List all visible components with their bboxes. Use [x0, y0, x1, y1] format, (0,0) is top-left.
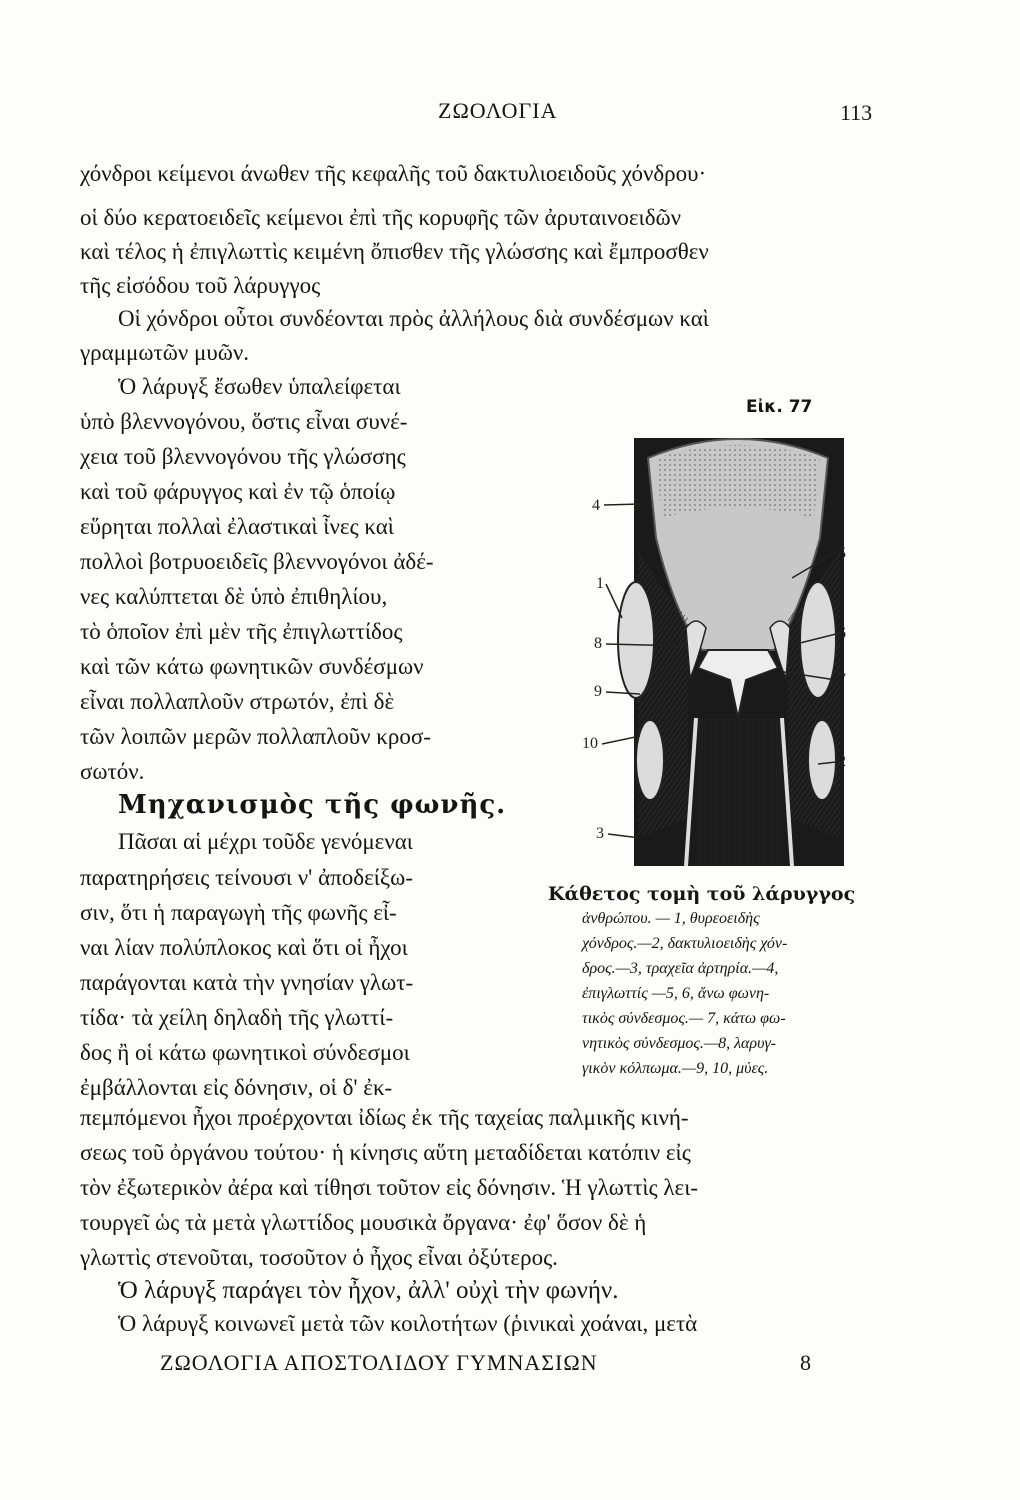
text-line: ναι λίαν πολύπλοκος καὶ ὅτι οἱ ἦχοι	[80, 935, 408, 960]
text-line: καὶ τοῦ φάρυγγος καὶ ἐν τῷ ὁποίῳ	[80, 479, 396, 504]
trachea	[696, 718, 782, 866]
figure-caption-line: γικὸν κόλπωμα.—9, 10, μύες.	[582, 1060, 769, 1077]
figure-number: 8	[594, 635, 602, 652]
text-line: ὑπὸ βλεννογόνου, ὅστις εἶναι συνέ-	[80, 409, 408, 434]
figure-number: 2	[838, 753, 846, 770]
figure-number: 9	[594, 683, 602, 700]
text-line: τίδα· τὰ χείλη δηλαδὴ τῆς γλωττί-	[80, 1005, 394, 1030]
cartilage-right	[800, 582, 836, 698]
text-line: Οἱ χόνδροι οὗτοι συνδέονται πρὸς ἀλλήλους διὰ συνδέσμων καὶ	[118, 306, 709, 331]
text-line: παρατηρήσεις τείνουσι ν' ἀποδείξω-	[80, 865, 413, 890]
page-footer: ΖΩΟΛΟΓΙΑ ΑΠΟΣΤΟΛΙΔΟΥ ΓΥΜΝΑΣΙΩΝ	[160, 1350, 598, 1375]
text-line: γλωττὶς στενοῦται, τοσοῦτον ὁ ἦχος εἶναι ὀξύτερος.	[80, 1245, 558, 1270]
text-line: τουργεῖ ὡς τὰ μετὰ γλωττίδος μουσικὰ ὄργανα· ἐφ' ὅσον δὲ ἡ	[80, 1210, 647, 1235]
text-line: σωτόν.	[80, 759, 145, 784]
text-line: Ὁ λάρυγξ παράγει τὸν ἦχον, ἀλλ' οὐχὶ τὴν φωνήν.	[118, 1277, 619, 1304]
figure-caption-line: χόνδρος.—2, δακτυλιοειδὴς χόν-	[582, 935, 788, 952]
figure-caption-line: τικὸς σύνδεσμος.— 7, κάτω φω-	[582, 1010, 786, 1027]
text-line: καὶ τέλος ἡ ἐπιγλωττὶς κειμένη ὄπισθεν τῆς γλώσσης καὶ ἔμπροσθεν	[80, 239, 709, 264]
text-line: Ὁ λάρυγξ κοινωνεῖ μετὰ τῶν κοιλοτήτων (ῥινικαὶ χοάναι, μετὰ	[118, 1311, 698, 1336]
text-line: χόνδροι κείμενοι άνωθεν τῆς κεφαλῆς τοῦ δακτυλιοειδοῦς χόνδρου·	[80, 161, 707, 186]
text-line: ἐμβάλλονται εἰς δόνησιν, οἱ δ' ἐκ-	[80, 1075, 393, 1100]
text-line: γραμμωτῶν μυῶν.	[80, 340, 250, 365]
cartilage-left	[618, 582, 654, 698]
figure-caption-line: ἀνθρώπου. — 1, θυρεοειδὴς	[582, 910, 760, 927]
figure-number: 4	[592, 497, 600, 514]
text-line: Πᾶσαι αἱ μέχρι τοῦδε γενόμεναι	[118, 829, 413, 854]
figure-caption-title: Κάθετος τομὴ τοῦ λάρυγγος	[548, 883, 856, 905]
muscle-right	[808, 720, 836, 800]
text-line: εὕρηται πολλαὶ ἐλαστικαὶ ἶνες καὶ	[80, 514, 394, 539]
figure-number: 10	[582, 735, 598, 752]
figure-number: 6	[838, 625, 846, 642]
text-line: σεως τοῦ ὀργάνου τούτου· ἡ κίνησις αὕτη μεταδίδεται κατόπιν εἰς	[80, 1140, 691, 1165]
text-line: τὸν ἐξωτερικὸν ἀέρα καὶ τίθησι τοῦτον εἰς δόνησιν. Ἡ γλωττὶς λει-	[80, 1175, 699, 1200]
text-line: νες καλύπτεται δὲ ὑπὸ ἐπιθηλίου,	[80, 584, 388, 609]
text-line: εἶναι πολλαπλοῦν στρωτόν, ἐπὶ δὲ	[80, 689, 395, 714]
figure-caption-line: νητικὸς σύνδεσμος.—8, λαρυγ-	[582, 1035, 777, 1052]
text-line: τὸ ὁποῖον ἐπὶ μὲν τῆς ἐπιγλωττίδος	[80, 619, 403, 644]
section-heading: Μηχανισμὸς τῆς φωνῆς.	[118, 790, 507, 820]
larynx-figure	[578, 418, 868, 878]
figure-number: 1	[596, 575, 604, 592]
text-line: πεμπόμενοι ἦχοι προέρχονται ἰδίως ἐκ τῆς ταχείας παλμικῆς κινή-	[80, 1105, 689, 1130]
page-number: 113	[840, 100, 873, 125]
text-line: παράγονται κατὰ τὴν γνησίαν γλωτ-	[80, 970, 414, 995]
text-line: τῶν λοιπῶν μερῶν πολλαπλοῦν κροσ-	[80, 724, 431, 749]
muscle-left	[636, 720, 664, 800]
figure-number: 3	[596, 825, 604, 842]
signature-mark: 8	[800, 1350, 811, 1375]
text-line: Ὁ λάρυγξ ἔσωθεν ὑπαλείφεται	[118, 374, 401, 399]
figure-caption-line: ἐπιγλωττίς —5, 6, ἄνω φωνη-	[582, 985, 770, 1002]
text-line: πολλοὶ βοτρυοειδεῖς βλεννογόνοι ἀδέ-	[80, 549, 434, 574]
text-line: οἱ δύο κερατοειδεῖς κείμενοι ἐπὶ τῆς κορυφῆς τῶν ἀρυταινοειδῶν	[80, 205, 682, 230]
figure-caption-line: δρος.—3, τραχεῖα ἀρτηρία.—4,	[582, 960, 779, 977]
text-line: τῆς εἰσόδου τοῦ λάρυγγος	[80, 273, 321, 298]
figure-number: 5	[838, 545, 846, 562]
figure-number: 7	[838, 671, 846, 688]
text-line: σιν, ὅτι ἡ παραγωγὴ τῆς φωνῆς εἶ-	[80, 900, 397, 925]
text-line: δος ἢ οἱ κάτω φωνητικοὶ σύνδεσμοι	[80, 1040, 410, 1065]
running-head: ΖΩΟΛΟΓΙΑ	[438, 98, 558, 123]
figure-label: Εἰκ. 77	[746, 397, 813, 417]
text-line: χεια τοῦ βλεννογόνου τῆς γλώσσης	[80, 444, 406, 469]
text-line: καὶ τῶν κάτω φωνητικῶν συνδέσμων	[80, 654, 424, 679]
